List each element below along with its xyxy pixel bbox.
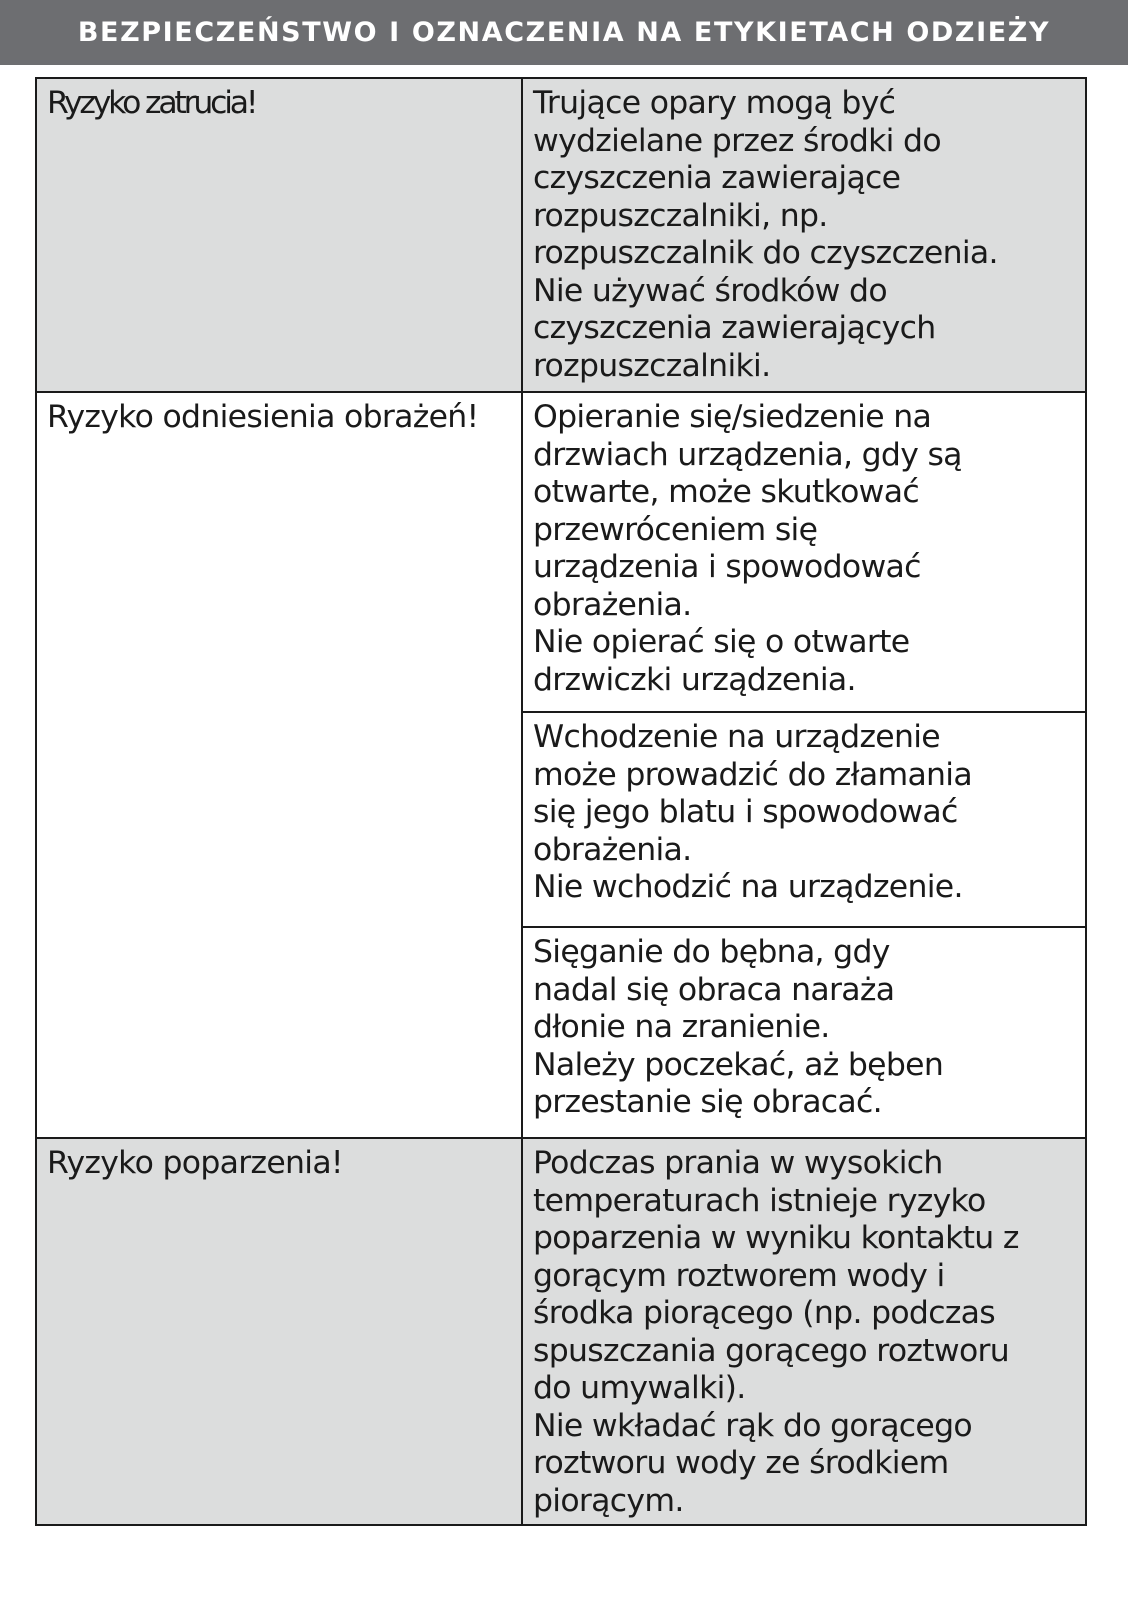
description-line: się jego blatu i spowodować bbox=[533, 794, 958, 830]
description-line: obrażenia. bbox=[533, 586, 692, 623]
hazard-label: Ryzyko odniesienia obrażeń! bbox=[47, 399, 479, 435]
description-cell-injury-climbing bbox=[522, 712, 1086, 927]
description-line: Sięganie do bębna, gdy bbox=[533, 934, 890, 970]
table-row-injury-door bbox=[36, 392, 1086, 712]
hazard-cell-poisoning bbox=[36, 78, 522, 392]
description-line: Opieranie się/siedzenie na bbox=[533, 399, 932, 435]
description-line: czyszczenia zawierające bbox=[533, 160, 901, 196]
description-cell-injury-drum bbox=[522, 927, 1086, 1138]
description-line: spuszczania gorącego roztworu bbox=[533, 1332, 1010, 1369]
description-line: może prowadzić do złamania bbox=[533, 756, 972, 793]
description-line: urządzenia i spowodować bbox=[533, 549, 921, 585]
description-cell-injury-door bbox=[522, 392, 1086, 712]
description-line: Nie wchodzić na urządzenie. bbox=[533, 869, 963, 905]
hazard-cell-scalding bbox=[36, 1138, 522, 1525]
description-line: rozpuszczalniki. bbox=[533, 347, 771, 384]
description-line: poparzenia w wyniku kontaktu z bbox=[533, 1220, 1019, 1256]
description-line: środka piorącego (np. podczas bbox=[533, 1295, 995, 1331]
description-line: piorącym. bbox=[533, 1482, 684, 1519]
page-title: BEZPIECZEŃSTWO I OZNACZENIA NA ETYKIETACH ODZIEŻY bbox=[77, 17, 1051, 48]
hazard-cell-injury bbox=[36, 392, 522, 1138]
description-line: wydzielane przez środki do bbox=[533, 122, 941, 159]
description-line: Nie wkładać rąk do gorącego bbox=[533, 1407, 972, 1444]
description-line: Nie opierać się o otwarte bbox=[533, 624, 910, 660]
description-line: Podczas prania w wysokich bbox=[533, 1145, 943, 1181]
header-bar bbox=[0, 0, 1128, 65]
description-line: gorącym roztworem wody i bbox=[533, 1257, 945, 1294]
table-row-scalding bbox=[36, 1138, 1086, 1525]
safety-table bbox=[35, 77, 1087, 1526]
description-line: temperaturach istnieje ryzyko bbox=[533, 1182, 986, 1219]
hazard-label: Ryzyko zatrucia! bbox=[47, 85, 256, 121]
description-line: nadal się obraca naraża bbox=[533, 971, 895, 1008]
description-line: przestanie się obracać. bbox=[533, 1084, 882, 1120]
description-line: przewróceniem się bbox=[533, 511, 818, 548]
description-line: rozpuszczalniki, np. bbox=[533, 197, 828, 234]
description-line: do umywalki). bbox=[533, 1370, 746, 1406]
description-line: czyszczenia zawierających bbox=[533, 310, 936, 346]
description-line: dłonie na zranienie. bbox=[533, 1009, 830, 1045]
description-line: roztworu wody ze środkiem bbox=[533, 1445, 949, 1481]
description-line: drzwiczki urządzenia. bbox=[533, 661, 856, 698]
description-line: otwarte, może skutkować bbox=[533, 474, 919, 510]
description-line: Trujące opary mogą być bbox=[533, 85, 896, 121]
description-line: Wchodzenie na urządzenie bbox=[533, 719, 940, 755]
description-line: drzwiach urządzenia, gdy są bbox=[533, 436, 962, 473]
description-cell-poisoning bbox=[522, 78, 1086, 392]
description-line: Nie używać środków do bbox=[533, 272, 887, 309]
description-line: Należy poczekać, aż bęben bbox=[533, 1046, 944, 1083]
table-row-poisoning bbox=[36, 78, 1086, 392]
description-line: obrażenia. bbox=[533, 831, 692, 868]
description-cell-scalding bbox=[522, 1138, 1086, 1525]
hazard-label: Ryzyko poparzenia! bbox=[47, 1145, 343, 1181]
description-line: rozpuszczalnik do czyszczenia. bbox=[533, 235, 998, 271]
